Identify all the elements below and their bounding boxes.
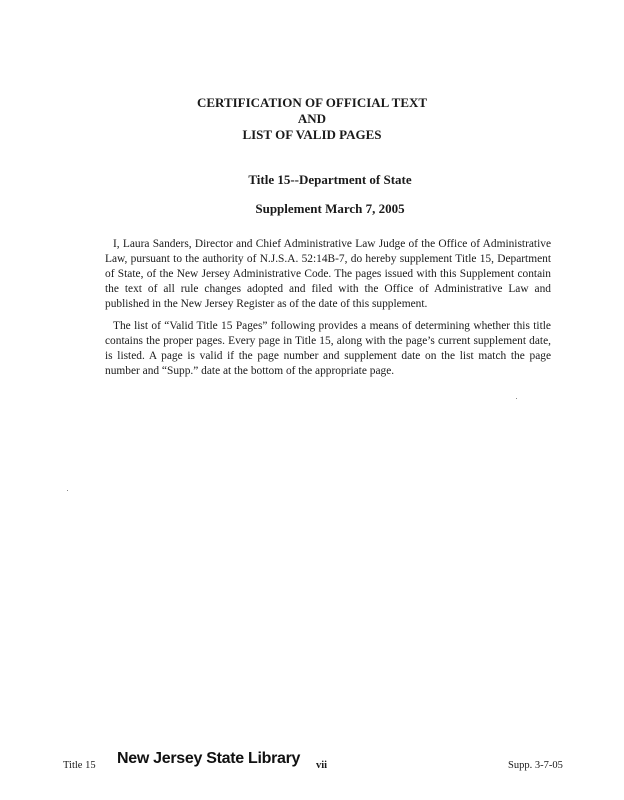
scan-speck — [516, 398, 517, 399]
page-footer — [0, 750, 624, 780]
footer-title: Title 15 — [63, 760, 96, 771]
certification-heading — [0, 95, 624, 143]
body-paragraph-1: I, Laura Sanders, Director and Chief Administrative Law Judge of the Office of Administrative Law, pursuant to the authority of N.J.S.A. 52:14B-7, do hereby supplement Title 15, Department of State, of the New Jersey Administrative Code. The pages issued with this Supplement contain the text of all rule changes adopted and filed with the Office of Administrative Law and published in the New Jersey Register as of the date of this supplement. — [105, 238, 551, 310]
title-line: Title 15--Department of State — [248, 172, 412, 187]
heading-line-1: CERTIFICATION OF OFFICIAL TEXT — [196, 95, 428, 110]
body-paragraph-2: The list of “Valid Title 15 Pages” following provides a means of determining whether this title contains the proper pages. Every page in Title 15, along with the page’s current supplement date, is listed. A page is valid if the page number and supplement date on the list match the page number and “Supp.” date at the bottom of the appropriate page. — [105, 320, 551, 377]
certification-body — [105, 237, 551, 386]
heading-line-3: LIST OF VALID PAGES — [242, 127, 382, 142]
library-stamp: New Jersey State Library — [117, 750, 301, 767]
scan-speck — [67, 490, 68, 491]
supplement-date-line: Supplement March 7, 2005 — [255, 201, 405, 216]
footer-supplement-date: Supp. 3-7-05 — [508, 760, 563, 771]
heading-line-2: AND — [297, 111, 327, 126]
page-number: vii — [316, 760, 328, 771]
